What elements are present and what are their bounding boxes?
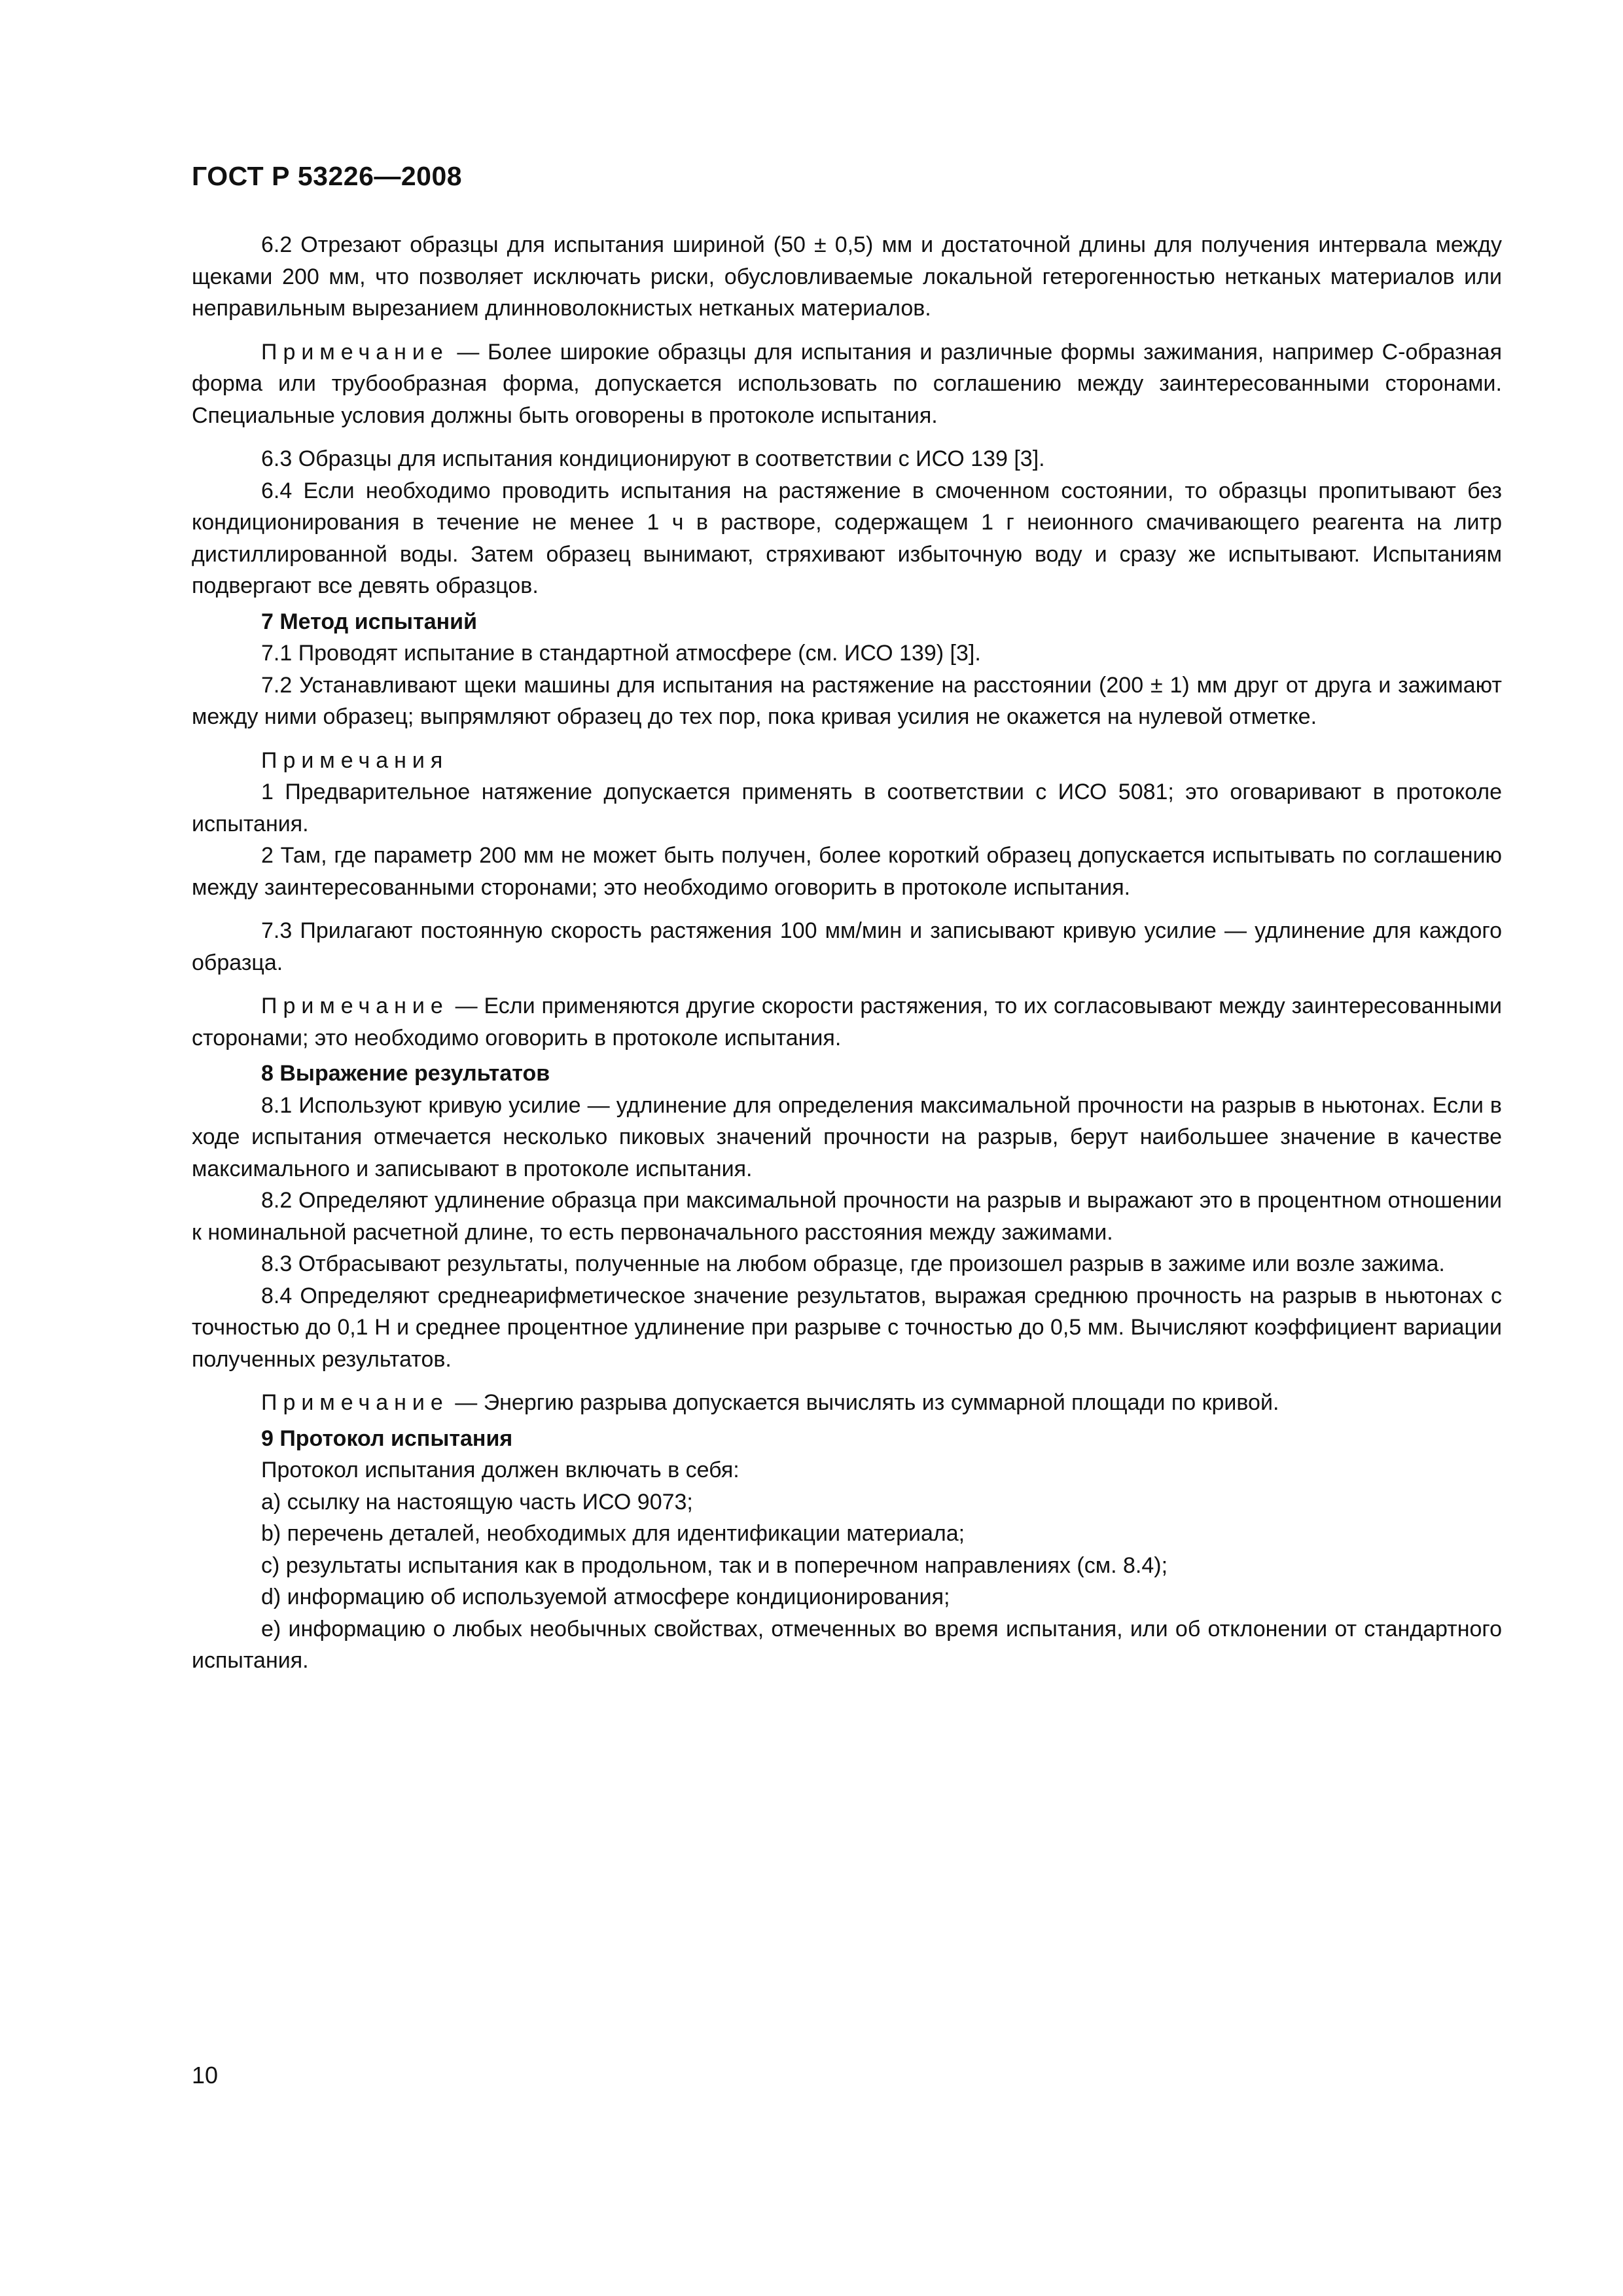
clause-8-3: 8.3 Отбрасывают результаты, полученные на любом образце, где произошел разрыв в зажиме или возле зажима. [261,1251,1445,1276]
protocol-intro: Протокол испытания должен включать в себя: [261,1458,740,1482]
section-9-heading: 9 Протокол испытания [261,1426,513,1451]
note-clause-8-4 [192,1387,1502,1419]
clause-8-2: 8.2 Определяют удлинение образца при максимальной прочности на разрыв и выражают это в процентном отношении к номинальной расчетной длине, то есть первоначального расстояния между зажимами. [192,1188,1502,1245]
note-text: — Если применяются другие скорости растяжения, то их согласовывают между заинтересованными сторонами; это необходимо оговорить в протоколе испытания. [192,994,1502,1050]
note-text: — Энергию разрыва допускается вычислять из суммарной площади по кривой. [448,1390,1279,1415]
note-clause-7-3 [192,990,1502,1054]
note-label: Примечание [261,339,449,365]
protocol-item-e: e) информацию о любых необычных свойствах, отмеченных во время испытания, или об отклонении от стандартного испытания. [192,1616,1502,1673]
note-clause-6-2 [192,336,1502,432]
note-item-2: 2 Там, где параметр 200 мм не может быть получен, более короткий образец допускается испытывать по соглашению между заинтересованными сторонами; это необходимо оговорить в протоколе испытания. [192,843,1502,900]
protocol-item-a: a) ссылку на настоящую часть ИСО 9073; [261,1489,693,1515]
document-body [192,229,1502,1677]
notes-label [192,745,1502,777]
note-text: — Более широкие образцы для испытания и различные формы зажимания, например С-образная форма или трубообразная форма, допускается использовать по соглашению между заинтересованными сторонами. Специальные условия должны быть оговорены в протоколе испытания. [192,339,1502,428]
document-header: ГОСТ Р 53226—2008 [192,161,463,191]
page-number: 10 [192,2062,219,2089]
clause-8-4: 8.4 Определяют среднеарифметическое значение результатов, выражая среднюю прочность на разрыв в ньютонах с точностью до 0,1 Н и среднее процентное удлинение при разрыве с точностью до 0,5 мм. Вычисляют коэффициент вариации полученных результатов. [192,1283,1502,1372]
clause-6-2: 6.2 Отрезают образцы для испытания шириной (50 ± 0,5) мм и достаточной длины для получения интервала между щеками 200 мм, что позволяет исключать риски, обусловливаемые локальной гетерогенностью нетканых материалов или неправильным вырезанием длинноволокнистых нетканых материалов. [192,232,1502,321]
clause-7-1: 7.1 Проводят испытание в стандартной атмосфере (см. ИСО 139) [3]. [261,641,981,666]
note-label: Примечание [261,994,449,1018]
protocol-item-d: d) информацию об используемой атмосфере кондиционирования; [261,1585,950,1609]
note-item-1: 1 Предварительное натяжение допускается применять в соответствии с ИСО 5081; это оговаривают в протоколе испытания. [192,780,1502,836]
section-8-heading: 8 Выражение результатов [261,1061,550,1086]
note-label: Примечание [261,1390,449,1415]
clause-8-1: 8.1 Используют кривую усилие — удлинение для определения максимальной прочности на разрыв в ньютонах. Если в ходе испытания отмечается несколько пиковых значений прочности на разрыв, берут наибольшее значение в качестве максимального и записывают в протоколе испытания. [192,1092,1502,1181]
protocol-item-b: b) перечень деталей, необходимых для идентификации материала; [261,1521,965,1546]
section-7-heading: 7 Метод испытаний [261,609,477,634]
clause-6-4: 6.4 Если необходимо проводить испытания на растяжение в смоченном состоянии, то образцы пропитывают без кондиционирования в течение не менее 1 ч в растворе, содержащем 1 г неионного смачивающего реагента на литр дистиллированной воды. Затем образец вынимают, стряхивают избыточную воду и сразу же испытывают. Испытаниям подвергают все девять образцов. [192,478,1502,598]
clause-6-3: 6.3 Образцы для испытания кондиционируют в соответствии с ИСО 139 [3]. [261,446,1045,471]
clause-7-3: 7.3 Прилагают постоянную скорость растяжения 100 мм/мин и записывают кривую усилие — удлинение для каждого образца. [192,918,1502,975]
clause-7-2: 7.2 Устанавливают щеки машины для испытания на растяжение на расстоянии (200 ± 1) мм друг от друга и зажимают между ними образец; выпрямляют образец до тех пор, пока кривая усилия не окажется на нулевой отметке. [192,672,1502,729]
protocol-item-c: c) результаты испытания как в продольном, так и в поперечном направлениях (см. 8.4); [261,1552,1168,1578]
notes-label-text: Примечания [261,747,449,773]
